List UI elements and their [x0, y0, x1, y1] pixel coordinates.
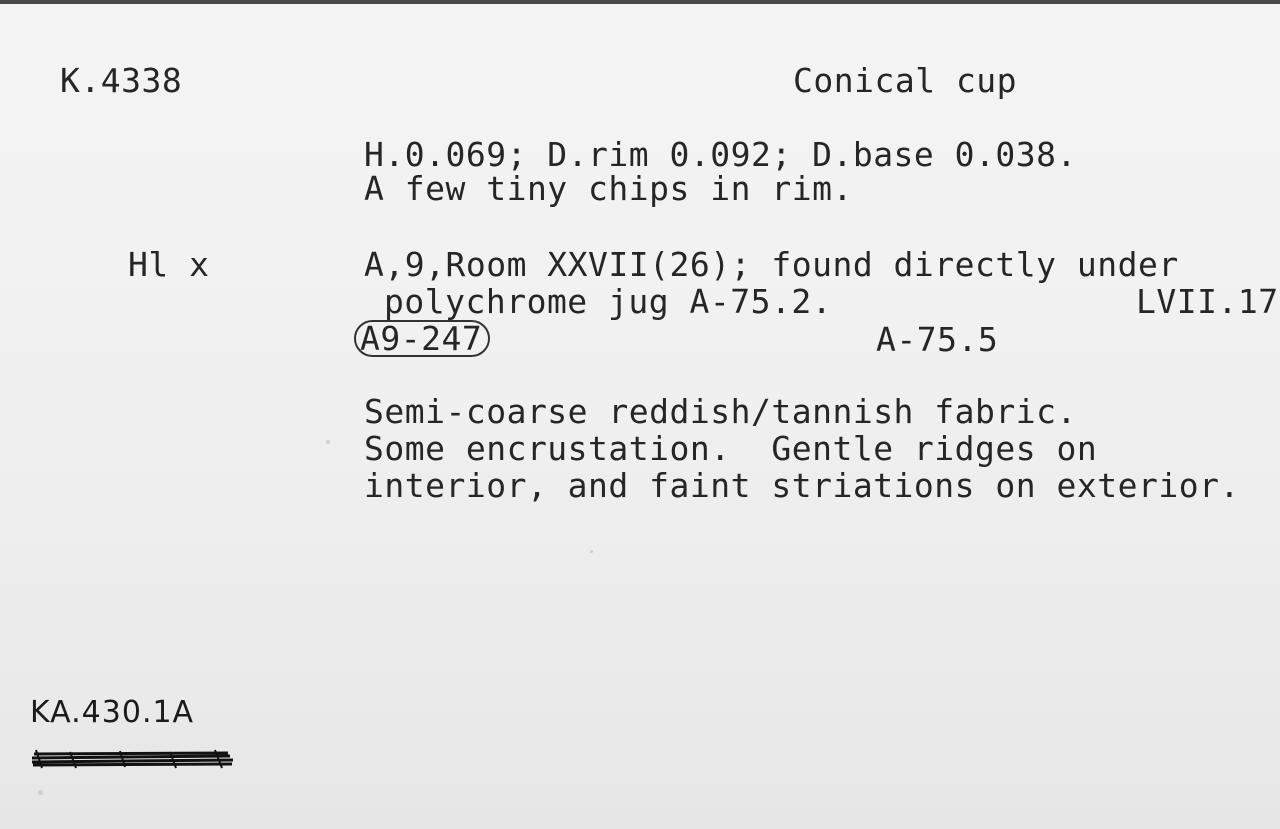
- object-title: Conical cup: [793, 61, 1018, 100]
- description-line-3: interior, and faint striations on exterior.: [364, 466, 1240, 505]
- crossed-out-scribble: [30, 744, 235, 772]
- location-code: Hl x: [128, 245, 210, 284]
- paper-speck: [38, 790, 43, 795]
- paper-speck: [590, 550, 593, 553]
- description-line-1: Semi-coarse reddish/tannish fabric.: [364, 392, 1077, 431]
- condition-text: A few tiny chips in rim.: [364, 169, 853, 208]
- description-line-2: Some encrustation. Gentle ridges on: [364, 429, 1098, 468]
- paper-speck: [326, 440, 330, 444]
- context-reference: A-75.5: [876, 320, 999, 359]
- field-number: A9-247: [354, 320, 490, 357]
- findspot-line-1: A,9,Room XXVII(26); found directly under: [364, 245, 1179, 284]
- plate-reference: LVII.17: [1136, 282, 1279, 321]
- dimensions-text: H.0.069; D.rim 0.092; D.base 0.038.: [364, 135, 1077, 174]
- catalog-number: K.4338: [60, 61, 183, 100]
- handwritten-number: KA.430.1A: [30, 695, 195, 730]
- findspot-line-2: polychrome jug A-75.2.: [384, 282, 833, 321]
